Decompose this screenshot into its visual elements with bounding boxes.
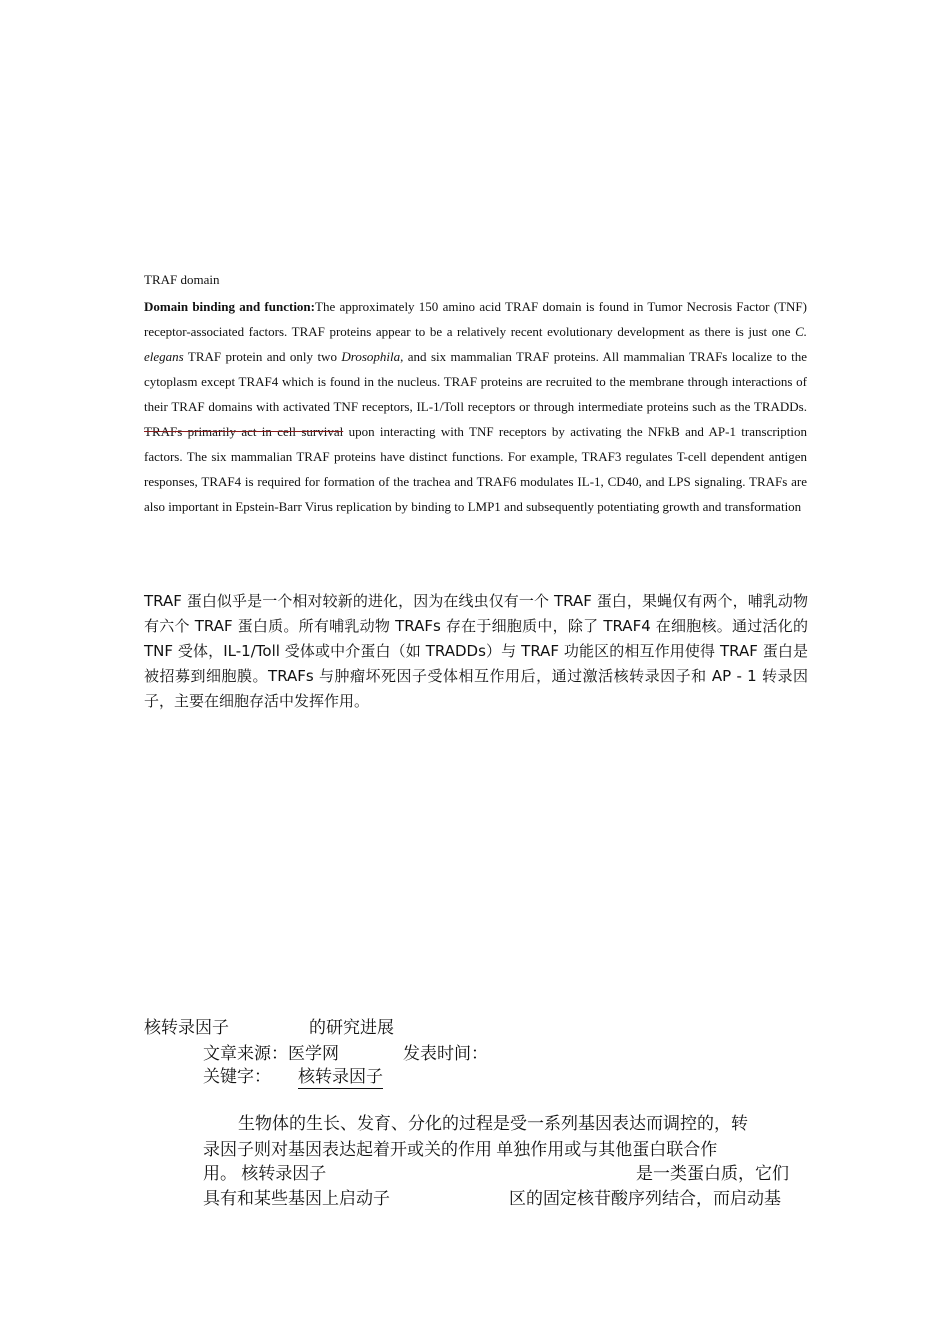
domain-label: Domain binding and function: — [144, 299, 315, 314]
keyword-label: 关键字： — [203, 1067, 271, 1086]
article-title-part-b: 的研究进展 — [309, 1018, 394, 1037]
body-line-3-part-b: 是一类蛋白质，它们 — [636, 1164, 789, 1183]
para-text-2: TRAF domain is found in Tumor Necrosis Factor (TNF) receptor-associated factors. TRAF proteins appear to be a relatively recent evolutionary development as there is just one — [144, 299, 807, 339]
keyword-link[interactable]: 核转录因子 — [298, 1062, 383, 1089]
para-text-1: The approximately 150 amino acid — [315, 299, 505, 314]
article-title-part-a: 核转录因子 — [144, 1018, 229, 1037]
source-label: 文章来源：医学网 — [203, 1044, 339, 1063]
date-label: 发表时间： — [403, 1044, 488, 1063]
species-drosophila: Drosophila — [341, 349, 401, 364]
struck-phrase: TRAFs primarily act in cell survival — [144, 424, 344, 439]
chinese-translation: TRAF 蛋白似乎是一个相对较新的进化，因为在线虫仅有一个 TRAF 蛋白，果蝇仅有两个，哺乳动物有六个 TRAF 蛋白质。所有哺乳动物 TRAFs 存在于细胞质中，除了 TRAF4 在细胞核。通过活化的 TNF 受体，IL-1/Toll 受体或中介蛋白（如 TRADDs）与 TRAF 功能区的相互作用使得 TRAF 蛋白是被招募到细胞膜。TRAFs 与肿瘤坏死因子受体相互作用后，通过激活核转录因子和 AP - 1 转录因子，主要在细胞存活中发挥作用。 — [144, 592, 808, 710]
section-heading: TRAF domain — [144, 272, 220, 287]
para-text-3: TRAF protein and only two — [183, 349, 342, 364]
body-line-4-part-b: 区的固定核苷酸序列结合，而启动基 — [509, 1189, 781, 1208]
english-paragraph — [144, 294, 807, 519]
para-text-5: upon interacting with TNF receptors by activating the NFkB and AP-1 transcription factors. The six mammalian TRAF proteins have distinct functions. For example, TRAF3 regulates T-cell dependent antigen responses, TRAF4 is required for formation of the trachea and TRAF6 modulates IL-1, CD40, and LPS signaling. TRAFs are also important in Epstein-Barr Virus replication by binding to LMP1 and subsequently potentiating growth and transformation — [144, 424, 807, 514]
body-line-1: 生物体的生长、发育、分化的过程是受一系列基因表达而调控的，转 — [238, 1114, 748, 1133]
body-line-4-part-a: 具有和某些基因上启动子 — [203, 1189, 390, 1208]
body-line-2: 录因子则对基因表达起着开或关的作用 单独作用或与其他蛋白联合作 — [203, 1140, 718, 1159]
para-text-4: , and six mammalian TRAF proteins. All mammalian TRAFs localize to the cytoplasm except TRAF4 which is found in the nucleus. TRAF proteins are recruited to the membrane through interactions of their TRAF domains with activated TNF receptors, IL-1/Toll receptors or through intermediate proteins such as the TRADDs. — [144, 349, 807, 414]
species-elegans: C. elegans — [144, 324, 807, 364]
body-line-3-part-a: 用。 核转录因子 — [203, 1164, 327, 1183]
